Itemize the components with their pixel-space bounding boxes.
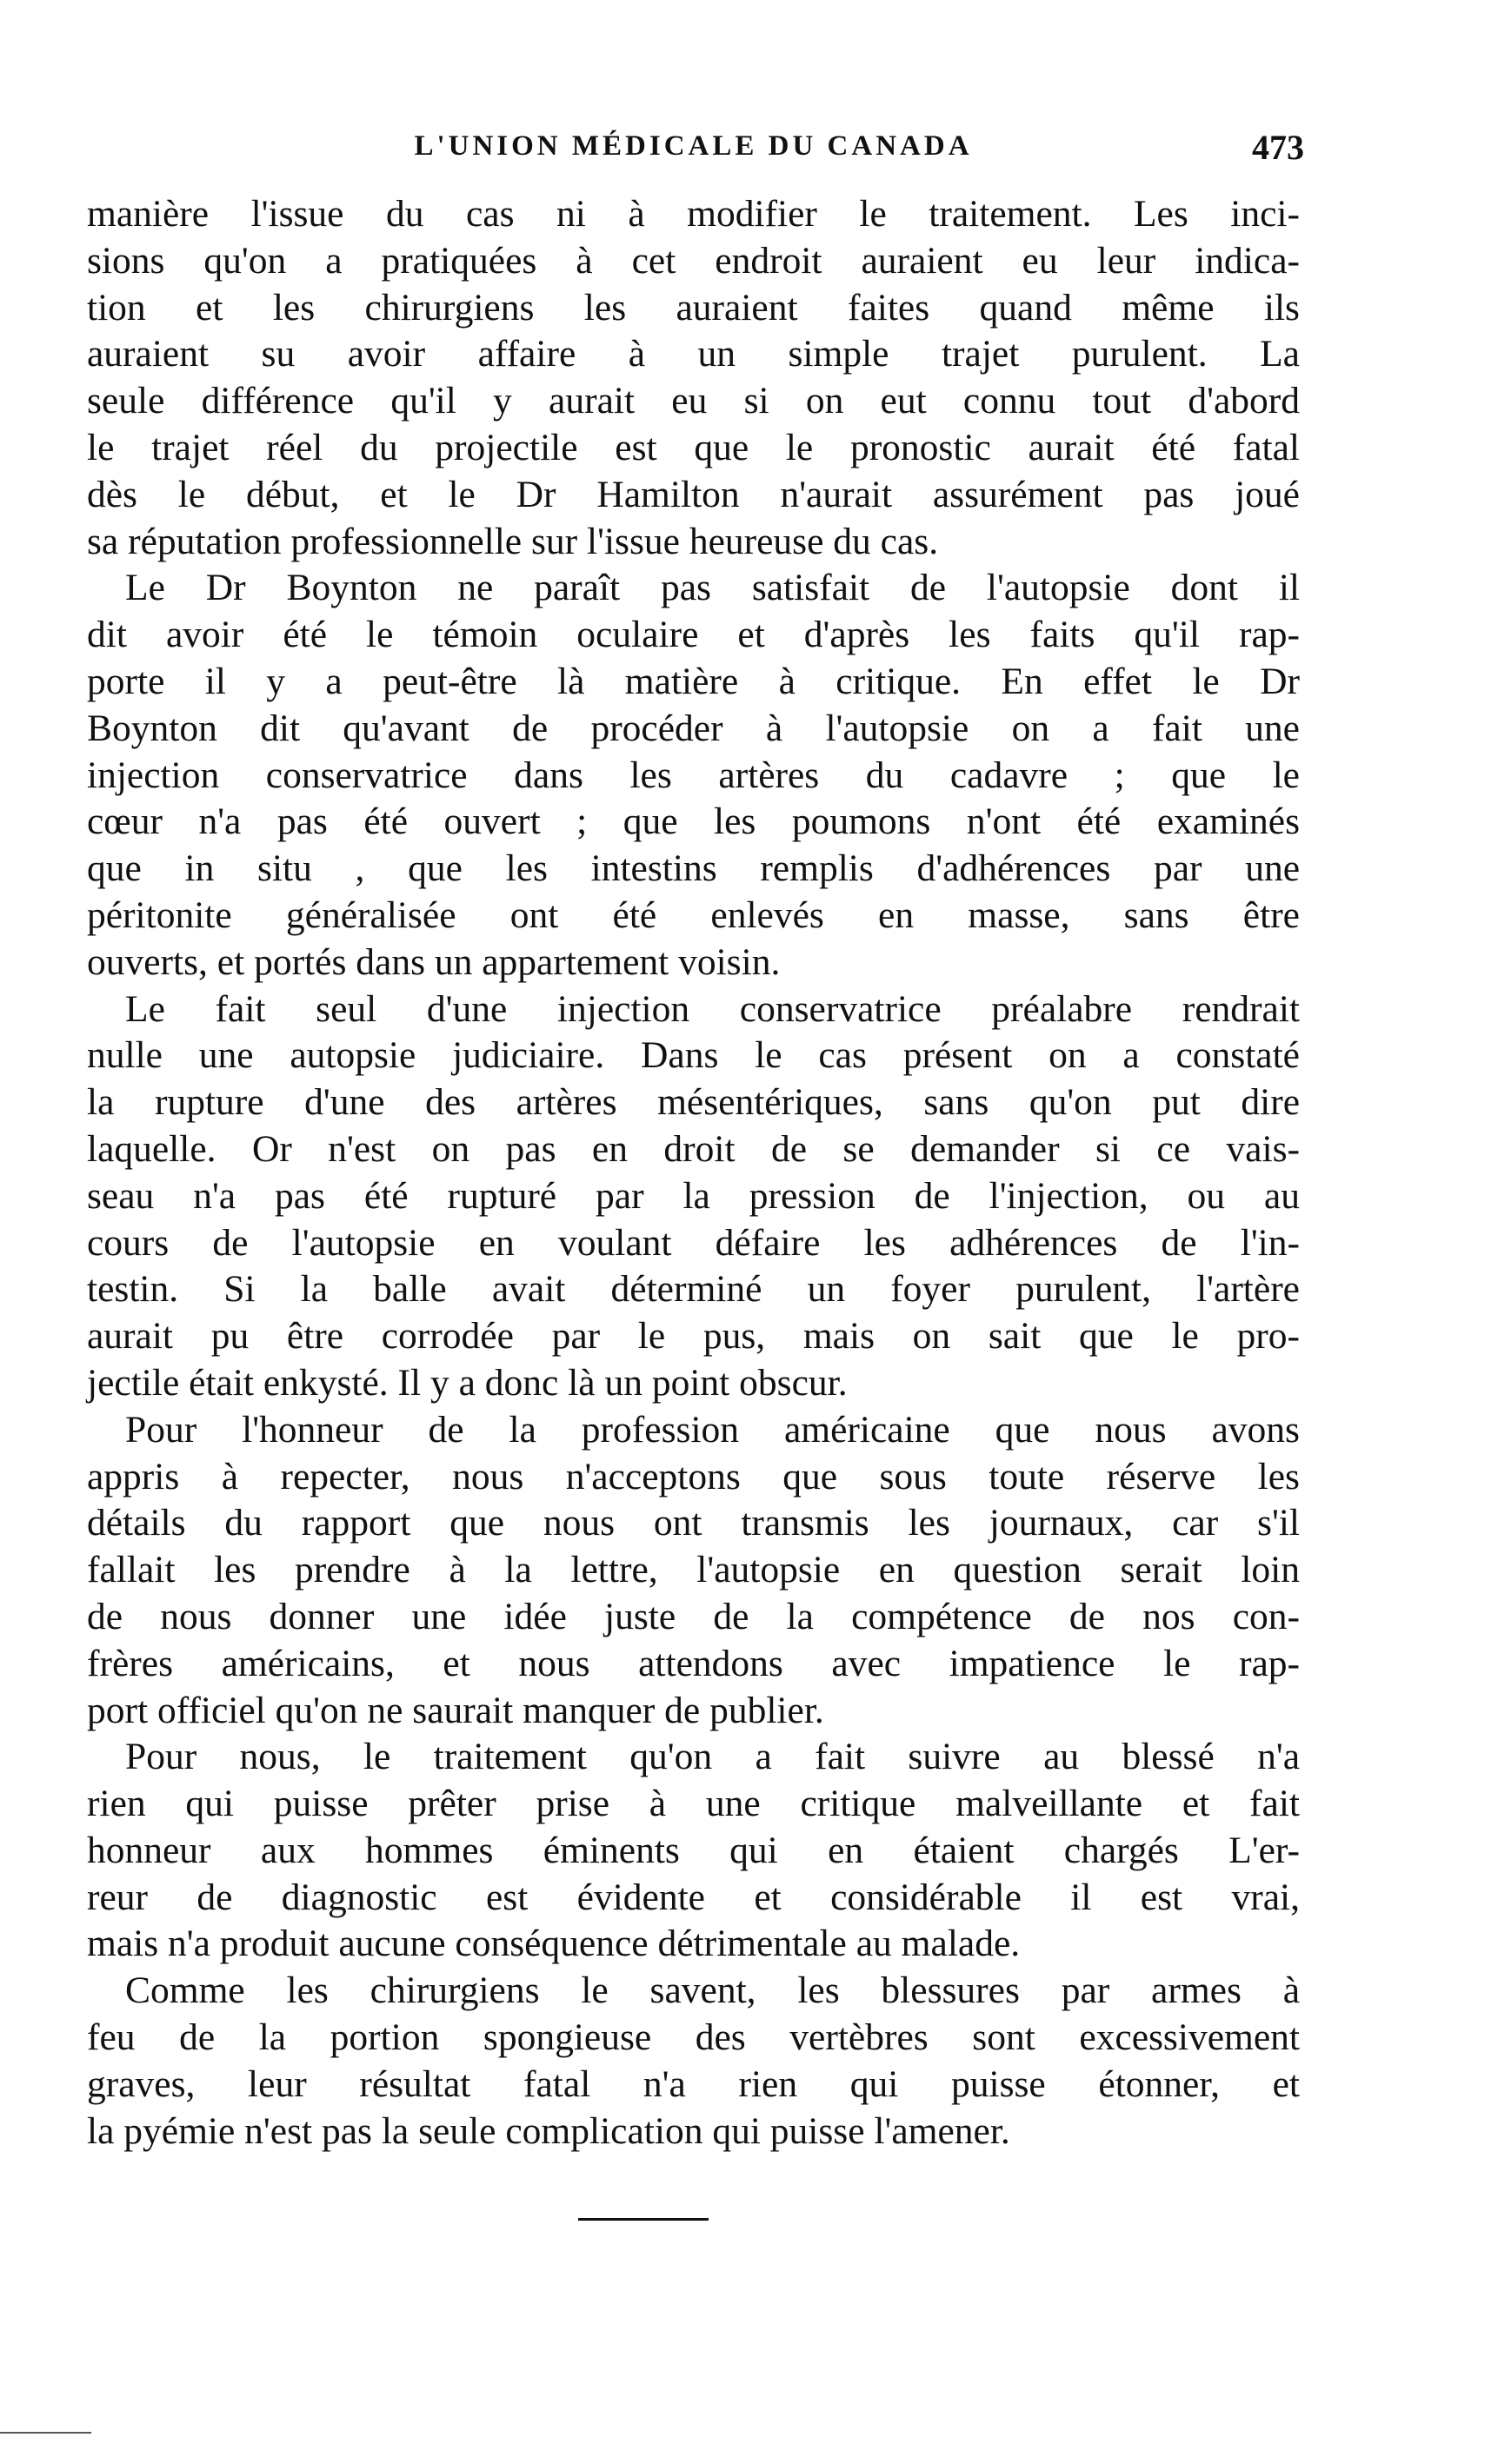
text-line: Le Dr Boynton ne paraît pas satisfait de l'autopsie dont il <box>125 567 1300 609</box>
paragraph <box>87 1968 1300 2155</box>
text-line: aurait pu être corrodée par le pus, mais on sait que le pro- <box>87 1315 1300 1358</box>
text-line: que in situ , que les intestins remplis d'adhérences par une <box>87 847 1300 890</box>
text-line: cœur n'a pas été ouvert ; que les poumons n'ont été examinés <box>87 800 1300 843</box>
text-line: appris à repecter, nous n'acceptons que sous toute réserve les <box>87 1455 1300 1498</box>
text-line: le trajet réel du projectile est que le pronostic aurait été fatal <box>87 426 1300 468</box>
text-line: auraient su avoir affaire à un simple trajet purulent. La <box>87 333 1300 375</box>
text-line: Comme les chirurgiens le savent, les blessures par armes à <box>125 1969 1300 2012</box>
text-line: nulle une autopsie judiciaire. Dans le cas présent on a constaté <box>87 1034 1300 1077</box>
running-title: L'UNION MÉDICALE DU CANADA <box>414 130 973 162</box>
text-line: injection conservatrice dans les artères du cadavre ; que le <box>87 754 1300 796</box>
text-line: la pyémie n'est pas la seule complication qui puisse l'amener. <box>87 2109 1010 2152</box>
text-line: frères américains, et nous attendons avec impatience le rap- <box>87 1642 1300 1684</box>
text-line: jectile était enkysté. Il y a donc là un point obscur. <box>87 1361 848 1404</box>
text-line: tion et les chirurgiens les auraient faites quand même ils <box>87 286 1300 329</box>
text-line: sa réputation professionnelle sur l'issue heureuse du cas. <box>87 520 939 562</box>
text-line: Pour nous, le traitement qu'on a fait suivre au blessé n'a <box>125 1736 1300 1778</box>
text-line: testin. Si la balle avait déterminé un foyer purulent, l'artère <box>87 1268 1300 1311</box>
text-line: détails du rapport que nous ont transmis les journaux, car s'il <box>87 1502 1300 1544</box>
text-line: seule différence qu'il y aurait eu si on eut connu tout d'abord <box>87 380 1300 422</box>
text-line: honneur aux hommes éminents qui en étaient chargés L'er- <box>87 1829 1300 1871</box>
text-line: port officiel qu'on ne saurait manquer de publier. <box>87 1689 824 1731</box>
corner-mark <box>0 2432 91 2434</box>
text-line: feu de la portion spongieuse des vertèbres sont excessivement <box>87 2016 1300 2059</box>
text-line: rien qui puisse prêter prise à une critique malveillante et fait <box>87 1783 1300 1825</box>
document-page <box>87 113 1304 2155</box>
paragraph <box>87 1407 1300 1735</box>
text-line: cours de l'autopsie en voulant défaire les adhérences de l'in- <box>87 1221 1300 1264</box>
text-line: la rupture d'une des artères mésentériques, sans qu'on put dire <box>87 1081 1300 1124</box>
text-line: mais n'a produit aucune conséquence détrimentale au malade. <box>87 1923 1021 1965</box>
text-line: graves, leur résultat fatal n'a rien qui puisse étonner, et <box>87 2062 1300 2105</box>
text-line: dès le début, et le Dr Hamilton n'aurait assurément pas joué <box>87 473 1300 515</box>
text-line: fallait les prendre à la lettre, l'autopsie en question serait loin <box>87 1549 1300 1591</box>
text-line: dit avoir été le témoin oculaire et d'après les faits qu'il rap- <box>87 614 1300 656</box>
paragraph <box>87 1734 1300 1968</box>
body-text <box>87 191 1300 2155</box>
text-line: de nous donner une idée juste de la compétence de nos con- <box>87 1595 1300 1637</box>
paragraph <box>87 565 1300 986</box>
text-line: seau n'a pas été rupturé par la pression de l'injection, ou au <box>87 1174 1300 1217</box>
text-line: laquelle. Or n'est on pas en droit de se demander si ce vais- <box>87 1127 1300 1170</box>
text-line: sions qu'on a pratiquées à cet endroit auraient eu leur indica- <box>87 239 1300 282</box>
paragraph <box>87 986 1300 1407</box>
text-line: reur de diagnostic est évidente et considérable il est vrai, <box>87 1876 1300 1918</box>
text-line: porte il y a peut-être là matière à critique. En effet le Dr <box>87 660 1300 702</box>
section-end-rule <box>578 2218 709 2221</box>
text-line: Le fait seul d'une injection conservatrice préalabre rendrait <box>125 987 1300 1030</box>
paragraph <box>87 191 1300 565</box>
text-line: Boynton dit qu'avant de procéder à l'autopsie on a fait une <box>87 707 1300 749</box>
text-line: ouverts, et portés dans un appartement voisin. <box>87 940 781 983</box>
text-line: manière l'issue du cas ni à modifier le traitement. Les inci- <box>87 193 1300 235</box>
page-number: 473 <box>1252 128 1304 167</box>
text-line: péritonite généralisée ont été enlevés en masse, sans être <box>87 893 1300 936</box>
text-line: Pour l'honneur de la profession américaine que nous avons <box>125 1408 1300 1451</box>
running-header <box>87 113 1304 191</box>
